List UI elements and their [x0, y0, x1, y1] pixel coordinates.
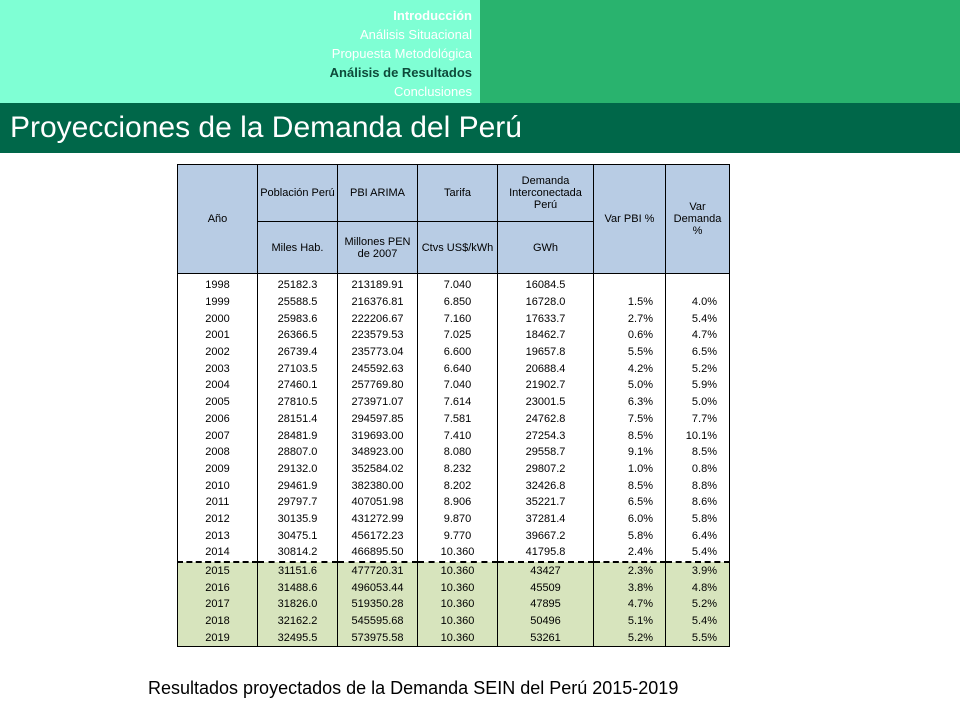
projected-row — [178, 579, 730, 596]
table-cell: 6.0% — [594, 511, 666, 528]
table-cell: 5.2% — [666, 360, 730, 377]
table-cell: 35221.7 — [498, 494, 594, 511]
table-cell: 26739.4 — [258, 344, 338, 361]
header-population: Población Perú — [258, 165, 338, 222]
table-cell: 5.4% — [666, 613, 730, 630]
table-cell: 5.4% — [666, 544, 730, 562]
table-cell: 0.8% — [666, 461, 730, 478]
section-nav — [330, 6, 472, 101]
table-cell: 4.2% — [594, 360, 666, 377]
header-tariff: Tarifa — [418, 165, 498, 222]
table-cell: 30814.2 — [258, 544, 338, 562]
projected-row — [178, 596, 730, 613]
nav-item-propuesta-metodologica[interactable]: Propuesta Metodológica — [331, 46, 472, 61]
table-cell: 2009 — [178, 461, 258, 478]
table-body — [178, 274, 730, 647]
table-cell: 8.8% — [666, 477, 730, 494]
table-cell: 25182.3 — [258, 274, 338, 294]
table-cell: 24762.8 — [498, 411, 594, 428]
table-cell: 7.7% — [666, 411, 730, 428]
table-cell: 222206.67 — [338, 310, 418, 327]
caption: Resultados proyectados de la Demanda SEIN del Perú 2015-2019 — [148, 678, 679, 698]
table-cell: 17633.7 — [498, 310, 594, 327]
table-cell: 2004 — [178, 377, 258, 394]
table-cell: 2014 — [178, 544, 258, 562]
table-row — [178, 411, 730, 428]
table-cell: 382380.00 — [338, 477, 418, 494]
table-cell: 47895 — [498, 596, 594, 613]
nav-item-conclusiones[interactable]: Conclusiones — [393, 84, 472, 99]
table-cell: 0.6% — [594, 327, 666, 344]
nav-item-introduccion[interactable]: Introducción — [393, 8, 472, 23]
table-cell: 223579.53 — [338, 327, 418, 344]
table-cell: 5.0% — [666, 394, 730, 411]
table-row — [178, 527, 730, 544]
table-cell: 2.3% — [594, 562, 666, 580]
table-cell: 2012 — [178, 511, 258, 528]
unit-tariff: Ctvs US$/kWh — [418, 222, 498, 274]
table-cell: 2018 — [178, 613, 258, 630]
table-cell: 7.5% — [594, 411, 666, 428]
unit-demand: GWh — [498, 222, 594, 274]
table-cell: 466895.50 — [338, 544, 418, 562]
table-row — [178, 327, 730, 344]
table-cell: 9.870 — [418, 511, 498, 528]
table-cell: 4.7% — [594, 596, 666, 613]
table-cell: 10.360 — [418, 596, 498, 613]
table-row — [178, 461, 730, 478]
table-cell: 1998 — [178, 274, 258, 294]
table-cell: 8.906 — [418, 494, 498, 511]
table-cell: 8.5% — [594, 477, 666, 494]
table-cell: 213189.91 — [338, 274, 418, 294]
table-cell: 31488.6 — [258, 579, 338, 596]
header-var-demand: Var Demanda % — [666, 165, 730, 274]
table-cell: 5.0% — [594, 377, 666, 394]
table-cell: 8.6% — [666, 494, 730, 511]
table-cell: 1.0% — [594, 461, 666, 478]
table-cell: 6.5% — [594, 494, 666, 511]
table-cell: 29797.7 — [258, 494, 338, 511]
table-cell: 29461.9 — [258, 477, 338, 494]
table-cell: 31826.0 — [258, 596, 338, 613]
nav-panel — [0, 0, 480, 103]
table-cell: 27254.3 — [498, 427, 594, 444]
header-demand: Demanda Interconectada Perú — [498, 165, 594, 222]
table-cell: 45509 — [498, 579, 594, 596]
table-cell: 43427 — [498, 562, 594, 580]
table-cell — [666, 274, 730, 294]
table-cell: 7.040 — [418, 377, 498, 394]
table-cell: 2005 — [178, 394, 258, 411]
table-cell: 30475.1 — [258, 527, 338, 544]
table-cell: 2.7% — [594, 310, 666, 327]
table-cell: 53261 — [498, 629, 594, 646]
table-cell: 477720.31 — [338, 562, 418, 580]
table-cell: 7.614 — [418, 394, 498, 411]
table-cell: 6.850 — [418, 294, 498, 311]
table-cell: 32162.2 — [258, 613, 338, 630]
table-cell: 5.2% — [666, 596, 730, 613]
table-row — [178, 274, 730, 294]
unit-pbi: Millones PEN de 2007 — [338, 222, 418, 274]
table-row — [178, 494, 730, 511]
table-cell: 28481.9 — [258, 427, 338, 444]
table-cell: 28807.0 — [258, 444, 338, 461]
table-row — [178, 310, 730, 327]
table-cell: 29132.0 — [258, 461, 338, 478]
table-cell: 10.360 — [418, 629, 498, 646]
table-cell: 235773.04 — [338, 344, 418, 361]
table-cell: 5.5% — [666, 629, 730, 646]
table-cell: 545595.68 — [338, 613, 418, 630]
table-cell: 10.360 — [418, 613, 498, 630]
table-row — [178, 427, 730, 444]
table-cell: 28151.4 — [258, 411, 338, 428]
table-cell: 1999 — [178, 294, 258, 311]
projected-row — [178, 629, 730, 646]
header-year: Año — [178, 165, 258, 274]
table-cell: 6.600 — [418, 344, 498, 361]
table-cell: 20688.4 — [498, 360, 594, 377]
table-cell: 21902.7 — [498, 377, 594, 394]
table-cell: 31151.6 — [258, 562, 338, 580]
table-cell: 9.770 — [418, 527, 498, 544]
nav-item-analisis-resultados[interactable]: Análisis de Resultados — [329, 65, 472, 80]
table-cell: 2003 — [178, 360, 258, 377]
table-cell: 8.5% — [666, 444, 730, 461]
table-cell: 10.1% — [666, 427, 730, 444]
table-cell: 431272.99 — [338, 511, 418, 528]
table-cell: 16084.5 — [498, 274, 594, 294]
table-cell: 10.360 — [418, 544, 498, 562]
table-cell: 18462.7 — [498, 327, 594, 344]
table-cell: 1.5% — [594, 294, 666, 311]
table-row — [178, 294, 730, 311]
table-cell: 7.025 — [418, 327, 498, 344]
table-cell: 2008 — [178, 444, 258, 461]
table-cell: 4.7% — [666, 327, 730, 344]
table-cell: 10.360 — [418, 562, 498, 580]
demand-table-container — [177, 164, 730, 647]
table-cell: 10.360 — [418, 579, 498, 596]
table-row — [178, 444, 730, 461]
table-cell: 7.581 — [418, 411, 498, 428]
table-cell: 319693.00 — [338, 427, 418, 444]
nav-item-analisis-situacional[interactable]: Análisis Situacional — [359, 27, 472, 42]
table-cell: 2010 — [178, 477, 258, 494]
table-cell: 407051.98 — [338, 494, 418, 511]
table-cell: 32495.5 — [258, 629, 338, 646]
table-cell: 2017 — [178, 596, 258, 613]
table-cell: 5.2% — [594, 629, 666, 646]
demand-table — [177, 164, 730, 647]
table-cell: 3.8% — [594, 579, 666, 596]
table-cell: 2013 — [178, 527, 258, 544]
table-cell: 573975.58 — [338, 629, 418, 646]
table-cell: 7.410 — [418, 427, 498, 444]
table-cell: 27460.1 — [258, 377, 338, 394]
table-cell: 32426.8 — [498, 477, 594, 494]
table-cell: 27810.5 — [258, 394, 338, 411]
table-cell: 216376.81 — [338, 294, 418, 311]
table-cell: 30135.9 — [258, 511, 338, 528]
table-cell: 2019 — [178, 629, 258, 646]
table-cell: 26366.5 — [258, 327, 338, 344]
table-cell: 496053.44 — [338, 579, 418, 596]
table-cell: 245592.63 — [338, 360, 418, 377]
table-row — [178, 344, 730, 361]
table-cell: 25588.5 — [258, 294, 338, 311]
table-cell: 2006 — [178, 411, 258, 428]
table-cell: 50496 — [498, 613, 594, 630]
page-title: Proyecciones de la Demanda del Perú — [10, 111, 522, 144]
table-row — [178, 394, 730, 411]
table-cell: 6.640 — [418, 360, 498, 377]
table-cell: 37281.4 — [498, 511, 594, 528]
header-pbi: PBI ARIMA — [338, 165, 418, 222]
table-cell: 294597.85 — [338, 411, 418, 428]
table-row — [178, 377, 730, 394]
table-cell: 5.1% — [594, 613, 666, 630]
table-row — [178, 511, 730, 528]
table-cell: 2002 — [178, 344, 258, 361]
table-cell: 25983.6 — [258, 310, 338, 327]
table-row — [178, 360, 730, 377]
table-cell: 4.8% — [666, 579, 730, 596]
unit-population: Miles Hab. — [258, 222, 338, 274]
table-cell: 2.4% — [594, 544, 666, 562]
table-cell: 23001.5 — [498, 394, 594, 411]
table-cell: 2000 — [178, 310, 258, 327]
table-cell: 41795.8 — [498, 544, 594, 562]
table-cell: 2007 — [178, 427, 258, 444]
table-cell: 5.5% — [594, 344, 666, 361]
header-accent-block — [480, 0, 960, 103]
table-cell: 257769.80 — [338, 377, 418, 394]
table-cell: 8.080 — [418, 444, 498, 461]
table-cell: 29558.7 — [498, 444, 594, 461]
table-cell: 2016 — [178, 579, 258, 596]
table-cell: 7.040 — [418, 274, 498, 294]
table-cell: 519350.28 — [338, 596, 418, 613]
table-cell: 5.4% — [666, 310, 730, 327]
table-cell: 6.5% — [666, 344, 730, 361]
table-cell: 4.0% — [666, 294, 730, 311]
table-cell: 456172.23 — [338, 527, 418, 544]
table-cell: 2015 — [178, 562, 258, 580]
table-cell: 19657.8 — [498, 344, 594, 361]
projected-row — [178, 613, 730, 630]
table-row — [178, 477, 730, 494]
table-cell: 352584.02 — [338, 461, 418, 478]
header-var-pbi: Var PBI % — [594, 165, 666, 274]
table-cell: 2011 — [178, 494, 258, 511]
table-cell: 6.4% — [666, 527, 730, 544]
table-cell: 8.232 — [418, 461, 498, 478]
table-cell: 5.8% — [594, 527, 666, 544]
table-cell: 6.3% — [594, 394, 666, 411]
table-cell: 3.9% — [666, 562, 730, 580]
table-cell: 16728.0 — [498, 294, 594, 311]
table-cell: 27103.5 — [258, 360, 338, 377]
table-cell: 9.1% — [594, 444, 666, 461]
table-cell: 5.9% — [666, 377, 730, 394]
title-bar — [0, 103, 960, 153]
table-cell: 8.5% — [594, 427, 666, 444]
table-cell: 2001 — [178, 327, 258, 344]
table-cell: 5.8% — [666, 511, 730, 528]
table-cell: 39667.2 — [498, 527, 594, 544]
projected-row — [178, 562, 730, 580]
table-row — [178, 544, 730, 562]
table-cell: 8.202 — [418, 477, 498, 494]
table-cell: 348923.00 — [338, 444, 418, 461]
table-cell: 7.160 — [418, 310, 498, 327]
table-cell — [594, 274, 666, 294]
table-cell: 29807.2 — [498, 461, 594, 478]
table-cell: 273971.07 — [338, 394, 418, 411]
